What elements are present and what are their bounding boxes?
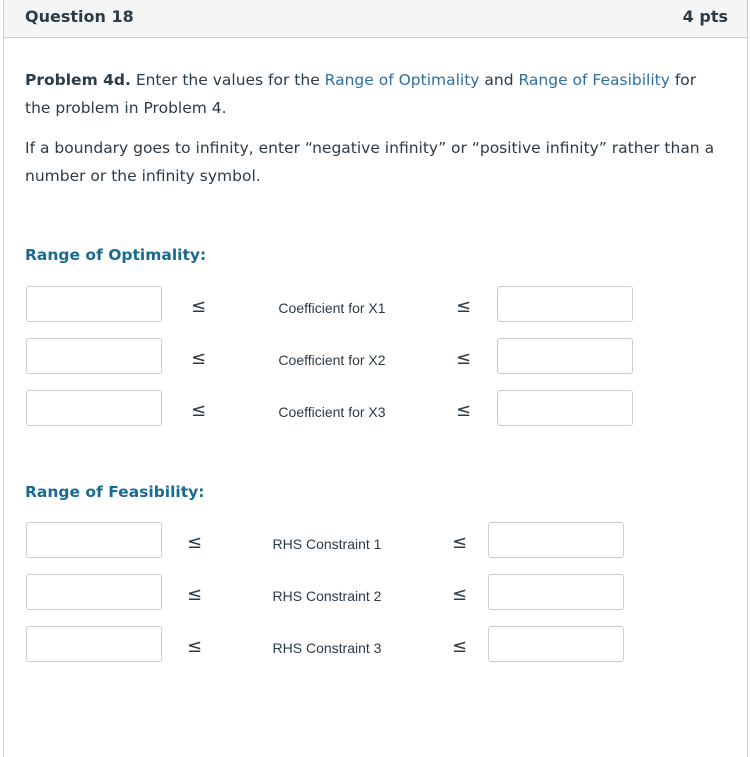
intro-text-before: Enter the values for the (130, 71, 325, 89)
intro-text-after: for the problem in Problem 4. (25, 71, 697, 117)
feas-c2-lower-input[interactable] (26, 574, 162, 610)
opt-x2-label: Coefficient for X2 (278, 352, 386, 368)
opt-x2-right-le-symbol: ≤ (456, 348, 472, 369)
question-card (3, 0, 748, 757)
range-of-feasibility-heading: Range of Feasibility: (25, 483, 205, 501)
opt-x3-upper-input[interactable] (497, 390, 633, 426)
intro-text-mid: and (479, 71, 519, 89)
question-points: 4 pts (682, 7, 728, 26)
feas-c3-upper-input[interactable] (488, 626, 624, 662)
feas-c1-label: RHS Constraint 1 (272, 536, 382, 552)
feas-c2-upper-input[interactable] (488, 574, 624, 610)
range-of-feasibility-link: Range of Feasibility (518, 71, 670, 89)
range-of-optimality-link: Range of Optimality (324, 71, 480, 89)
range-of-optimality-heading: Range of Optimality: (25, 246, 207, 264)
opt-x3-left-le-symbol: ≤ (191, 400, 207, 421)
opt-x2-lower-input[interactable] (26, 338, 162, 374)
feas-c2-label: RHS Constraint 2 (272, 588, 382, 604)
feas-c1-left-le-symbol: ≤ (187, 532, 203, 553)
opt-x1-left-le-symbol: ≤ (191, 296, 207, 317)
opt-x3-label: Coefficient for X3 (278, 404, 386, 420)
opt-x1-label: Coefficient for X1 (278, 300, 386, 316)
opt-x2-upper-input[interactable] (497, 338, 633, 374)
opt-x3-lower-input[interactable] (26, 390, 162, 426)
question-title: Question 18 (25, 7, 134, 26)
opt-x2-left-le-symbol: ≤ (191, 348, 207, 369)
question-header (4, 0, 747, 38)
opt-x1-upper-input[interactable] (497, 286, 633, 322)
feas-c3-right-le-symbol: ≤ (452, 636, 468, 657)
feas-c3-lower-input[interactable] (26, 626, 162, 662)
feas-c3-label: RHS Constraint 3 (272, 640, 382, 656)
feas-c1-upper-input[interactable] (488, 522, 624, 558)
feas-c1-lower-input[interactable] (26, 522, 162, 558)
instruction-text: If a boundary goes to infinity, enter “negative infinity” or “positive infinity” rather than a number or the infinity symbol. (25, 139, 715, 185)
feas-c3-left-le-symbol: ≤ (187, 636, 203, 657)
feas-c1-right-le-symbol: ≤ (452, 532, 468, 553)
problem-label: Problem 4d. (25, 71, 131, 89)
feas-c2-left-le-symbol: ≤ (187, 584, 203, 605)
opt-x3-right-le-symbol: ≤ (456, 400, 472, 421)
problem-statement (25, 66, 725, 122)
feas-c2-right-le-symbol: ≤ (452, 584, 468, 605)
opt-x1-right-le-symbol: ≤ (456, 296, 472, 317)
opt-x1-lower-input[interactable] (26, 286, 162, 322)
